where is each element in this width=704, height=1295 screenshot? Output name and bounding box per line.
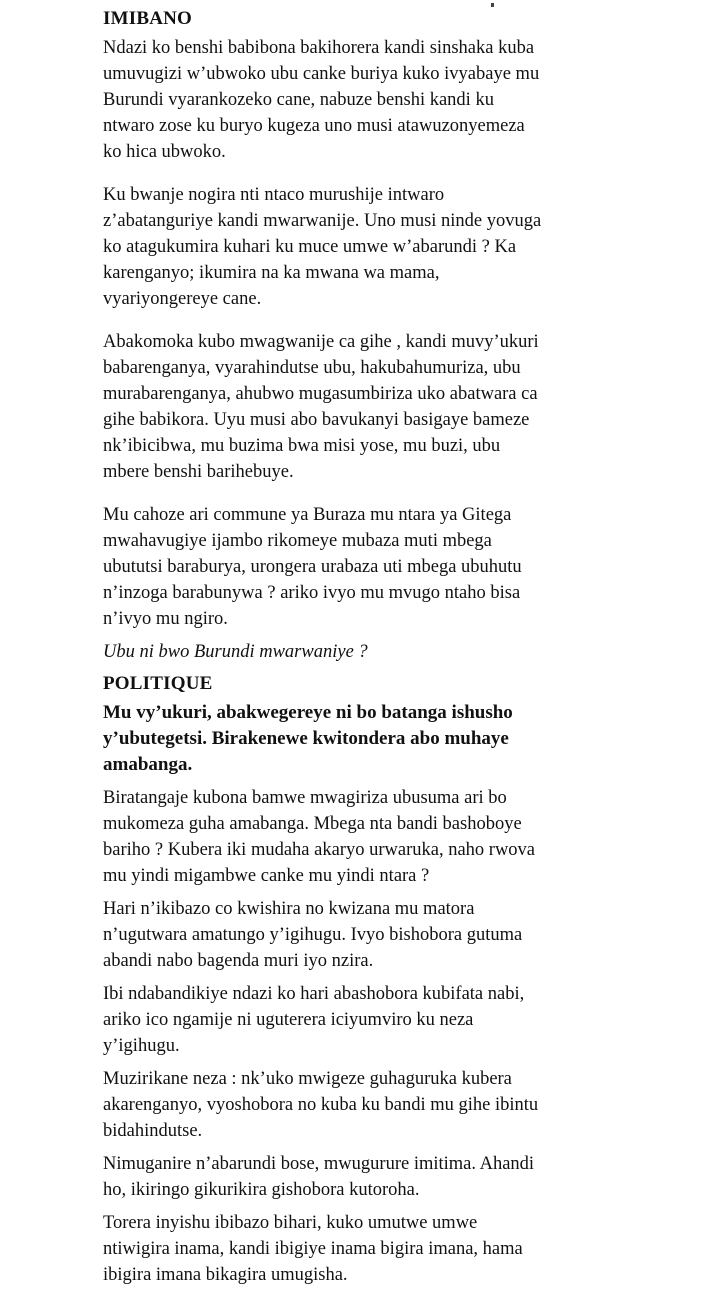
section-heading-politique: POLITIQUE [103, 673, 213, 694]
document-page [103, 6, 678, 1295]
page-top-mark [491, 3, 494, 7]
section-politique [103, 671, 678, 1288]
paragraph: Biratangaje kubona bamwe mwagiriza ubusuma ari bo mukomeza guha amabanga. Mbega nta bandi bashoboye bariho ? Kubera iki mudaha akaryo urwaruka, naho rwova mu yindi migambwe canke mu yindi ntara ? [103, 788, 536, 886]
paragraph: Mu cahoze ari commune ya Buraza mu ntara ya Gitega mwahavugiye ijambo rikomeye mubaza muti mbega ubututsi baraburya, urongera urabaza uti mbega ubuhutu n’inzoga barabunywa ? ariko ivyo mu mvugo ntaho bisa n’ivyo mu ngiro. [103, 505, 522, 629]
closing-question: Ubu ni bwo Burundi mwarwaniye ? [103, 642, 368, 662]
paragraph: Hari n’ikibazo co kwishira no kwizana mu matora n’ugutwara amatungo y’igihugu. Ivyo bishobora gutuma abandi nabo bagenda muri iyo nzira. [103, 899, 523, 971]
section-heading-imibano: IMIBANO [103, 8, 193, 29]
paragraph: Ndazi ko benshi babibona bakihorera kandi sinshaka kuba umuvugizi w’ubwoko ubu canke buriya kuko ivyabaye mu Burundi vyarankozeko cane, nabuze benshi kandi ku ntwaro zose ku buryo kugeza uno musi atawuzonyemeza ko hica ubwoko. [103, 38, 540, 162]
paragraph: Abakomoka kubo mwagwanije ca gihe , kandi muvy’ukuri babarenganya, vyarahindutse ubu, hakubahumuriza, ubu murabarenganya, ahubwo mugasumbiriza uko abatwara ca gihe babikora. Uyu musi abo bavukanyi basigaye bameze nk’ibicibwa, mu buzima bwa misi yose, mu buzi, ubu mbere benshi barihebuye. [103, 332, 539, 482]
section-imibano [103, 6, 678, 665]
lead-paragraph: Mu vy’ukuri, abakwegereye ni bo batanga ishusho y’ubutegetsi. Birakenewe kwitondera abo muhaye amabanga. [103, 702, 513, 775]
paragraph: Nimuganire n’abarundi bose, mwugurure imitima. Ahandi ho, ikiringo gikurikira gishobora kutoroha. [103, 1154, 535, 1200]
paragraph: Ku bwanje nogira nti ntaco murushije intwaro z’abatanguriye kandi mwarwanije. Uno musi ninde yovuga ko atagukumira kuhari ku muce umwe w’abarundi ? Ka karenganyo; ikumira na ka mwana wa mama, vyariyongereye cane. [103, 185, 542, 309]
paragraph: Torera inyishu ibibazo bihari, kuko umutwe umwe ntiwigira inama, kandi ibigiye inama bigira imana, hama ibigira imana bikagira umugisha. [103, 1213, 523, 1285]
paragraph: Ibi ndabandikiye ndazi ko hari abashobora kubifata nabi, ariko ico ngamije ni uguterera iciyumviro ku neza y’igihugu. [103, 984, 525, 1056]
paragraph: Muzirikane neza : nk’uko mwigeze guhaguruka kubera akarenganyo, vyoshobora no kuba ku bandi mu gihe ibintu bidahindutse. [103, 1069, 539, 1141]
